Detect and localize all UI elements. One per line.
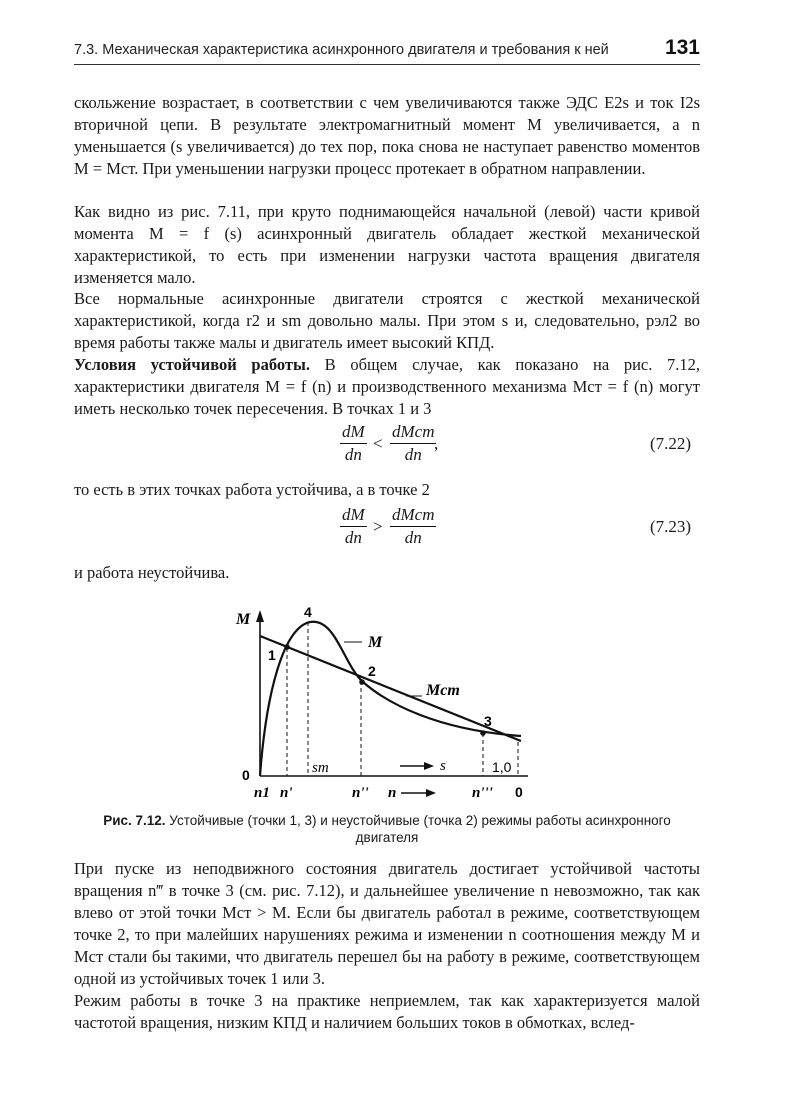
origin-label: 0 [242, 767, 250, 783]
n-arrow-head [426, 789, 436, 797]
point-2-dot [359, 679, 365, 685]
formula-7-23 [0, 505, 794, 557]
formula-2-lhs-num: dM [340, 505, 367, 527]
formula-2-rhs-num: dMст [390, 505, 436, 527]
s-arrow-head [424, 762, 434, 770]
text-line-2: и работа неустойчива. [74, 563, 230, 582]
paragraph-2: Как видно из рис. 7.11, при круто поднимающейся начальной (левой) части кривой момента M = f (s) асинхронный двигатель обладает жесткой механической характеристикой, то есть при изменении нагрузки частота вращения двигателя изменяется мало. [74, 202, 700, 287]
s-arrow-label: s [440, 758, 446, 774]
n-arrow-label: n [388, 785, 397, 801]
point-2-label: 2 [368, 663, 376, 679]
formula-1-suffix: , [434, 434, 439, 453]
curve-m-label: M [368, 634, 383, 651]
paragraph-stability [74, 354, 700, 420]
curve-mst-label: Mст [426, 682, 460, 699]
formula-1-relation: < [373, 434, 383, 453]
formula-1-rhs [390, 422, 439, 466]
formula-1-rhs-num: dMст [390, 422, 436, 444]
formula-2-rhs-den: dn [404, 528, 422, 547]
paragraph-3: Все нормальные асинхронные двигатели строятся с жесткой механической характеристикой, когда r2 и sm довольно малы. При этом s и, следовательно, pэл2 во время работы также малы и двигатель имеет высокий КПД. [74, 289, 700, 352]
formula-2-number: (7.23) [650, 517, 692, 536]
text-line-1: то есть в этих точках работа устойчива, а в точке 2 [74, 480, 430, 499]
formula-1-lhs-num: dM [340, 422, 367, 444]
formula-2-rhs [390, 505, 436, 549]
formula-2-relation: > [373, 517, 383, 536]
point-4-label: 4 [304, 604, 312, 620]
formula-2-lhs-den: dn [344, 528, 362, 547]
x-label-n1: n1 [254, 785, 270, 801]
caption-text: Устойчивые (точки 1, 3) и неустойчивые (точка 2) режимы работы асинхронного двигателя [165, 813, 671, 845]
point-3-dot [480, 730, 486, 736]
paragraph-5: При пуске из неподвижного состояния двигатель достигает устойчивой частоты вращения n‴ в точке 3 (см. рис. 7.12), и дальнейшее увеличение n невозможно, так как влево от этой точки Mст > M. Если бы двигатель работал в режиме, соответствующем точке 2, то при малейших нарушениях режима и изменении n соотношения между M и Mст стали бы такими, что двигатель перешел бы на работу в режиме, соответствующем одной из устойчивых точек 1 или 3. [74, 859, 700, 988]
running-title: 7.3. Механическая характеристика асинхронного двигателя и требования к ней [74, 42, 609, 58]
one-label: 1,0 [492, 759, 512, 775]
formula-1-lhs-den: dn [344, 445, 362, 464]
x-label-n-double-prime: n'' [352, 785, 369, 801]
formula-1-number: (7.22) [650, 434, 692, 453]
formula-1-lhs [340, 422, 367, 466]
paragraph-1: скольжение возрастает, в соответствии с чем увеличиваются также ЭДС E2s и ток I2s вторичной цепи. В результате электромагнитный момент M увеличивается, а n уменьшается (s увеличивается) до тех пор, пока снова не наступает равенство моментов M = Mст. При уменьшении нагрузки процесс протекает в обратном направлении. [74, 93, 700, 178]
curve-m [260, 622, 521, 776]
page-header [74, 36, 700, 65]
formula-2-lhs [340, 505, 367, 549]
page-number: 131 [664, 36, 700, 59]
point-3-label: 3 [484, 713, 492, 729]
section-heading: Условия устойчивой работы. [74, 355, 311, 374]
curve-mst [260, 636, 521, 741]
sm-label: sm [312, 760, 329, 776]
y-axis-arrow [256, 610, 264, 622]
figure-caption [74, 812, 700, 846]
y-axis-label: M [236, 611, 251, 628]
x-label-n-prime: n' [280, 785, 293, 801]
x-label-n-triple-prime: n''' [472, 785, 493, 801]
point-1-label: 1 [268, 647, 276, 663]
paragraph-4-text: В общем случае, как показано на рис. 7.12, характеристики двигателя M = f (n) и производственного механизма Mст = f (n) могут иметь несколько точек пересечения. В точках 1 и 3 [74, 355, 700, 418]
figure-7-12 [228, 604, 548, 804]
paragraph-6: Режим работы в точке 3 на практике неприемлем, так как характеризуется малой частотой вращения, низким КПД и наличием больших токов в обмотках, вслед- [74, 991, 700, 1032]
formula-7-22 [0, 422, 794, 474]
point-1-dot [284, 644, 290, 650]
x-label-zero: 0 [515, 784, 523, 800]
formula-1-rhs-den: dn [404, 445, 422, 464]
caption-label: Рис. 7.12. [103, 813, 166, 828]
